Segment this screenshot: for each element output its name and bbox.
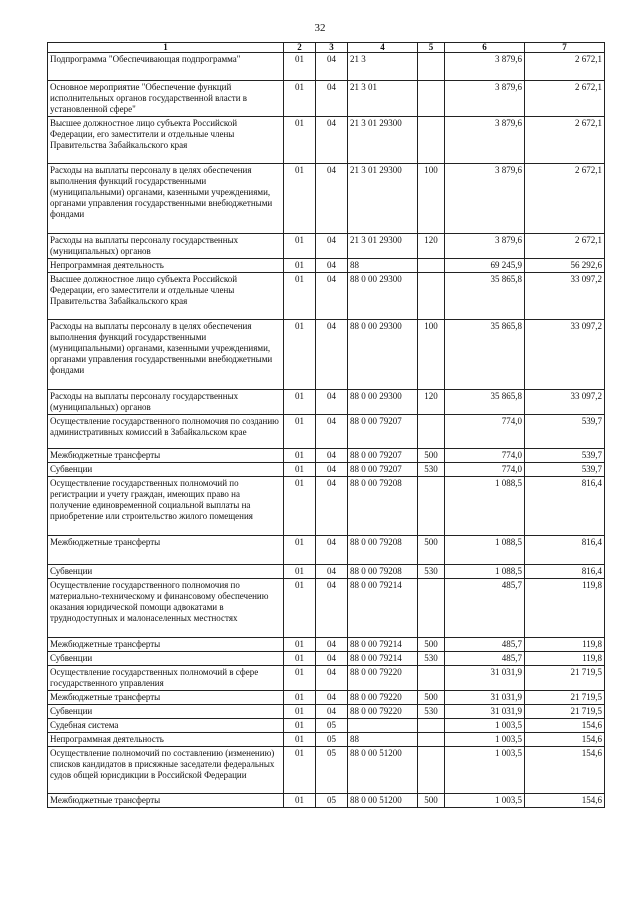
row-amount-1-cell: 485,7 xyxy=(445,579,525,638)
row-amount-1-cell: 3 879,6 xyxy=(445,53,525,81)
row-target-article-cell: 88 0 00 51200 xyxy=(348,747,418,794)
row-expense-type-cell xyxy=(418,719,445,733)
row-expense-type-cell: 500 xyxy=(418,638,445,652)
row-amount-1-cell: 1 003,5 xyxy=(445,733,525,747)
row-name-cell: Осуществление государственных полномочий в сфере государственного управления xyxy=(48,666,284,691)
table-row xyxy=(48,565,605,579)
row-subsection-cell: 04 xyxy=(316,463,348,477)
row-subsection-cell: 04 xyxy=(316,638,348,652)
row-amount-1-cell: 3 879,6 xyxy=(445,117,525,164)
row-amount-2-cell: 539,7 xyxy=(525,463,605,477)
row-subsection-cell: 04 xyxy=(316,666,348,691)
row-name-cell: Осуществление государственного полномочия по материально-техническому и финансовому обеспечению оказания юридической помощи адвокатами в труднодоступных и малонаселенных местностях xyxy=(48,579,284,638)
row-expense-type-cell: 530 xyxy=(418,705,445,719)
row-amount-2-cell: 2 672,1 xyxy=(525,117,605,164)
row-section-cell: 01 xyxy=(284,53,316,81)
row-name-cell: Межбюджетные трансферты xyxy=(48,638,284,652)
row-expense-type-cell: 530 xyxy=(418,463,445,477)
row-expense-type-cell: 500 xyxy=(418,449,445,463)
row-name-cell: Непрограммная деятельность xyxy=(48,733,284,747)
row-section-cell: 01 xyxy=(284,733,316,747)
table-row xyxy=(48,691,605,705)
row-subsection-cell: 04 xyxy=(316,579,348,638)
row-amount-1-cell: 3 879,6 xyxy=(445,164,525,234)
row-subsection-cell: 04 xyxy=(316,449,348,463)
row-section-cell: 01 xyxy=(284,705,316,719)
budget-table xyxy=(47,42,605,808)
row-amount-1-cell: 31 031,9 xyxy=(445,691,525,705)
row-expense-type-cell xyxy=(418,747,445,794)
row-amount-1-cell: 1 088,5 xyxy=(445,536,525,565)
row-amount-2-cell: 816,4 xyxy=(525,536,605,565)
row-expense-type-cell: 530 xyxy=(418,652,445,666)
table-row xyxy=(48,719,605,733)
row-subsection-cell: 04 xyxy=(316,691,348,705)
table-row xyxy=(48,705,605,719)
row-target-article-cell: 88 0 00 79207 xyxy=(348,415,418,449)
row-subsection-cell: 04 xyxy=(316,415,348,449)
row-amount-2-cell: 21 719,5 xyxy=(525,705,605,719)
row-target-article-cell: 88 0 00 79220 xyxy=(348,666,418,691)
row-subsection-cell: 04 xyxy=(316,164,348,234)
row-amount-1-cell: 774,0 xyxy=(445,415,525,449)
row-subsection-cell: 04 xyxy=(316,705,348,719)
row-target-article-cell xyxy=(348,719,418,733)
row-amount-1-cell: 69 245,9 xyxy=(445,259,525,273)
row-expense-type-cell xyxy=(418,117,445,164)
row-amount-2-cell: 154,6 xyxy=(525,733,605,747)
row-amount-2-cell: 119,8 xyxy=(525,652,605,666)
table-row xyxy=(48,234,605,259)
row-amount-2-cell: 539,7 xyxy=(525,415,605,449)
row-target-article-cell: 88 0 00 79208 xyxy=(348,477,418,536)
row-target-article-cell: 88 xyxy=(348,733,418,747)
row-amount-1-cell: 485,7 xyxy=(445,652,525,666)
row-subsection-cell: 05 xyxy=(316,794,348,808)
row-section-cell: 01 xyxy=(284,638,316,652)
row-amount-1-cell: 31 031,9 xyxy=(445,705,525,719)
row-amount-1-cell: 35 865,8 xyxy=(445,273,525,320)
row-amount-2-cell: 21 719,5 xyxy=(525,691,605,705)
row-name-cell: Межбюджетные трансферты xyxy=(48,794,284,808)
row-section-cell: 01 xyxy=(284,463,316,477)
row-name-cell: Осуществление государственного полномочия по созданию административных комиссий в Забайкальском крае xyxy=(48,415,284,449)
row-expense-type-cell: 120 xyxy=(418,234,445,259)
row-amount-2-cell: 2 672,1 xyxy=(525,164,605,234)
table-row xyxy=(48,747,605,794)
row-amount-2-cell: 154,6 xyxy=(525,794,605,808)
row-name-cell: Судебная система xyxy=(48,719,284,733)
row-section-cell: 01 xyxy=(284,652,316,666)
table-row xyxy=(48,463,605,477)
row-name-cell: Высшее должностное лицо субъекта Российской Федерации, его заместители и отдельные члены Правительства Забайкальского края xyxy=(48,117,284,164)
row-expense-type-cell xyxy=(418,733,445,747)
row-subsection-cell: 05 xyxy=(316,733,348,747)
row-target-article-cell: 21 3 01 29300 xyxy=(348,234,418,259)
row-section-cell: 01 xyxy=(284,449,316,463)
row-target-article-cell: 88 0 00 79207 xyxy=(348,463,418,477)
row-target-article-cell: 88 0 00 79214 xyxy=(348,638,418,652)
table-row xyxy=(48,536,605,565)
row-section-cell: 01 xyxy=(284,164,316,234)
column-header: 3 xyxy=(316,43,348,53)
row-amount-1-cell: 3 879,6 xyxy=(445,81,525,117)
row-subsection-cell: 04 xyxy=(316,53,348,81)
row-amount-2-cell: 21 719,5 xyxy=(525,666,605,691)
table-row xyxy=(48,259,605,273)
row-target-article-cell: 88 0 00 79220 xyxy=(348,705,418,719)
row-amount-2-cell: 33 097,2 xyxy=(525,390,605,415)
row-expense-type-cell xyxy=(418,53,445,81)
row-amount-2-cell: 119,8 xyxy=(525,638,605,652)
table-row xyxy=(48,666,605,691)
table-row xyxy=(48,53,605,81)
row-amount-2-cell: 33 097,2 xyxy=(525,273,605,320)
row-amount-1-cell: 485,7 xyxy=(445,638,525,652)
row-section-cell: 01 xyxy=(284,234,316,259)
row-expense-type-cell xyxy=(418,273,445,320)
row-target-article-cell: 88 0 00 29300 xyxy=(348,390,418,415)
row-expense-type-cell xyxy=(418,666,445,691)
column-header: 2 xyxy=(284,43,316,53)
row-amount-1-cell: 1 088,5 xyxy=(445,477,525,536)
row-section-cell: 01 xyxy=(284,565,316,579)
row-target-article-cell: 88 0 00 51200 xyxy=(348,794,418,808)
row-amount-1-cell: 31 031,9 xyxy=(445,666,525,691)
table-row xyxy=(48,273,605,320)
row-amount-2-cell: 2 672,1 xyxy=(525,81,605,117)
row-name-cell: Основное мероприятие "Обеспечение функций исполнительных органов государственной власти в установленной сфере" xyxy=(48,81,284,117)
table-row xyxy=(48,320,605,390)
row-target-article-cell: 21 3 01 xyxy=(348,81,418,117)
row-name-cell: Субвенции xyxy=(48,565,284,579)
row-expense-type-cell: 120 xyxy=(418,390,445,415)
row-name-cell: Межбюджетные трансферты xyxy=(48,536,284,565)
row-amount-1-cell: 35 865,8 xyxy=(445,390,525,415)
row-section-cell: 01 xyxy=(284,477,316,536)
page-number: 32 xyxy=(314,22,326,34)
row-section-cell: 01 xyxy=(284,666,316,691)
row-name-cell: Непрограммная деятельность xyxy=(48,259,284,273)
row-name-cell: Субвенции xyxy=(48,652,284,666)
table-row xyxy=(48,449,605,463)
row-subsection-cell: 04 xyxy=(316,81,348,117)
row-name-cell: Подпрограмма "Обеспечивающая подпрограмма" xyxy=(48,53,284,81)
table-row xyxy=(48,579,605,638)
row-subsection-cell: 04 xyxy=(316,536,348,565)
row-subsection-cell: 04 xyxy=(316,273,348,320)
row-expense-type-cell: 100 xyxy=(418,164,445,234)
row-section-cell: 01 xyxy=(284,719,316,733)
table-row xyxy=(48,390,605,415)
row-target-article-cell: 21 3 01 29300 xyxy=(348,164,418,234)
column-header: 5 xyxy=(418,43,445,53)
row-target-article-cell: 21 3 xyxy=(348,53,418,81)
row-target-article-cell: 88 0 00 29300 xyxy=(348,273,418,320)
row-section-cell: 01 xyxy=(284,320,316,390)
row-target-article-cell: 88 0 00 79214 xyxy=(348,652,418,666)
row-amount-2-cell: 56 292,6 xyxy=(525,259,605,273)
row-section-cell: 01 xyxy=(284,390,316,415)
table-row xyxy=(48,81,605,117)
row-expense-type-cell: 500 xyxy=(418,691,445,705)
row-subsection-cell: 04 xyxy=(316,259,348,273)
table-row xyxy=(48,733,605,747)
row-amount-1-cell: 3 879,6 xyxy=(445,234,525,259)
row-amount-2-cell: 2 672,1 xyxy=(525,53,605,81)
row-expense-type-cell xyxy=(418,477,445,536)
row-expense-type-cell xyxy=(418,259,445,273)
column-header: 1 xyxy=(48,43,284,53)
row-section-cell: 01 xyxy=(284,273,316,320)
row-amount-2-cell: 539,7 xyxy=(525,449,605,463)
row-amount-2-cell: 154,6 xyxy=(525,719,605,733)
row-section-cell: 01 xyxy=(284,81,316,117)
row-amount-1-cell: 1 088,5 xyxy=(445,565,525,579)
table-row xyxy=(48,477,605,536)
row-expense-type-cell: 500 xyxy=(418,794,445,808)
row-amount-2-cell: 119,8 xyxy=(525,579,605,638)
row-name-cell: Осуществление государственных полномочий по регистрации и учету граждан, имеющих право на получение единовременной социальной выплаты на приобретение или строительство жилого помещения xyxy=(48,477,284,536)
row-name-cell: Субвенции xyxy=(48,463,284,477)
row-name-cell: Субвенции xyxy=(48,705,284,719)
row-amount-1-cell: 1 003,5 xyxy=(445,794,525,808)
row-name-cell: Высшее должностное лицо субъекта Российской Федерации, его заместители и отдельные члены Правительства Забайкальского края xyxy=(48,273,284,320)
table-row xyxy=(48,117,605,164)
row-amount-2-cell: 816,4 xyxy=(525,477,605,536)
row-target-article-cell: 88 0 00 79208 xyxy=(348,536,418,565)
row-name-cell: Расходы на выплаты персоналу в целях обеспечения выполнения функций государственными (муниципальными) органами, казенными учреждениями, органами управления государственными внебюджетными фондами xyxy=(48,164,284,234)
row-subsection-cell: 04 xyxy=(316,652,348,666)
row-section-cell: 01 xyxy=(284,794,316,808)
row-subsection-cell: 05 xyxy=(316,719,348,733)
column-header: 4 xyxy=(348,43,418,53)
row-expense-type-cell: 100 xyxy=(418,320,445,390)
row-expense-type-cell xyxy=(418,81,445,117)
row-section-cell: 01 xyxy=(284,415,316,449)
row-subsection-cell: 04 xyxy=(316,117,348,164)
row-name-cell: Расходы на выплаты персоналу государственных (муниципальных) органов xyxy=(48,234,284,259)
row-target-article-cell: 88 0 00 79214 xyxy=(348,579,418,638)
table-row xyxy=(48,638,605,652)
row-target-article-cell: 88 xyxy=(348,259,418,273)
row-amount-2-cell: 816,4 xyxy=(525,565,605,579)
row-subsection-cell: 04 xyxy=(316,234,348,259)
row-name-cell: Межбюджетные трансферты xyxy=(48,691,284,705)
row-section-cell: 01 xyxy=(284,747,316,794)
row-target-article-cell: 88 0 00 29300 xyxy=(348,320,418,390)
row-amount-1-cell: 1 003,5 xyxy=(445,747,525,794)
row-expense-type-cell xyxy=(418,579,445,638)
row-subsection-cell: 04 xyxy=(316,390,348,415)
row-section-cell: 01 xyxy=(284,536,316,565)
row-subsection-cell: 04 xyxy=(316,477,348,536)
row-section-cell: 01 xyxy=(284,579,316,638)
row-name-cell: Осуществление полномочий по составлению (изменению) списков кандидатов в присяжные заседатели федеральных судов общей юрисдикции в Российской Федерации xyxy=(48,747,284,794)
row-target-article-cell: 21 3 01 29300 xyxy=(348,117,418,164)
row-amount-1-cell: 1 003,5 xyxy=(445,719,525,733)
column-header: 6 xyxy=(445,43,525,53)
table-row xyxy=(48,652,605,666)
row-subsection-cell: 04 xyxy=(316,565,348,579)
row-amount-1-cell: 774,0 xyxy=(445,463,525,477)
row-amount-1-cell: 35 865,8 xyxy=(445,320,525,390)
row-subsection-cell: 05 xyxy=(316,747,348,794)
row-amount-2-cell: 154,6 xyxy=(525,747,605,794)
table-row xyxy=(48,164,605,234)
row-target-article-cell: 88 0 00 79207 xyxy=(348,449,418,463)
table-header-row xyxy=(48,43,605,53)
row-name-cell: Расходы на выплаты персоналу государственных (муниципальных) органов xyxy=(48,390,284,415)
row-section-cell: 01 xyxy=(284,691,316,705)
row-amount-1-cell: 774,0 xyxy=(445,449,525,463)
row-amount-2-cell: 2 672,1 xyxy=(525,234,605,259)
row-expense-type-cell xyxy=(418,415,445,449)
row-name-cell: Расходы на выплаты персоналу в целях обеспечения выполнения функций государственными (муниципальными) органами, казенными учреждениями, органами управления государственными внебюджетными фондами xyxy=(48,320,284,390)
table-row xyxy=(48,794,605,808)
column-header: 7 xyxy=(525,43,605,53)
row-target-article-cell: 88 0 00 79208 xyxy=(348,565,418,579)
row-expense-type-cell: 530 xyxy=(418,565,445,579)
row-section-cell: 01 xyxy=(284,259,316,273)
row-name-cell: Межбюджетные трансферты xyxy=(48,449,284,463)
row-target-article-cell: 88 0 00 79220 xyxy=(348,691,418,705)
row-amount-2-cell: 33 097,2 xyxy=(525,320,605,390)
row-subsection-cell: 04 xyxy=(316,320,348,390)
table-row xyxy=(48,415,605,449)
row-expense-type-cell: 500 xyxy=(418,536,445,565)
row-section-cell: 01 xyxy=(284,117,316,164)
